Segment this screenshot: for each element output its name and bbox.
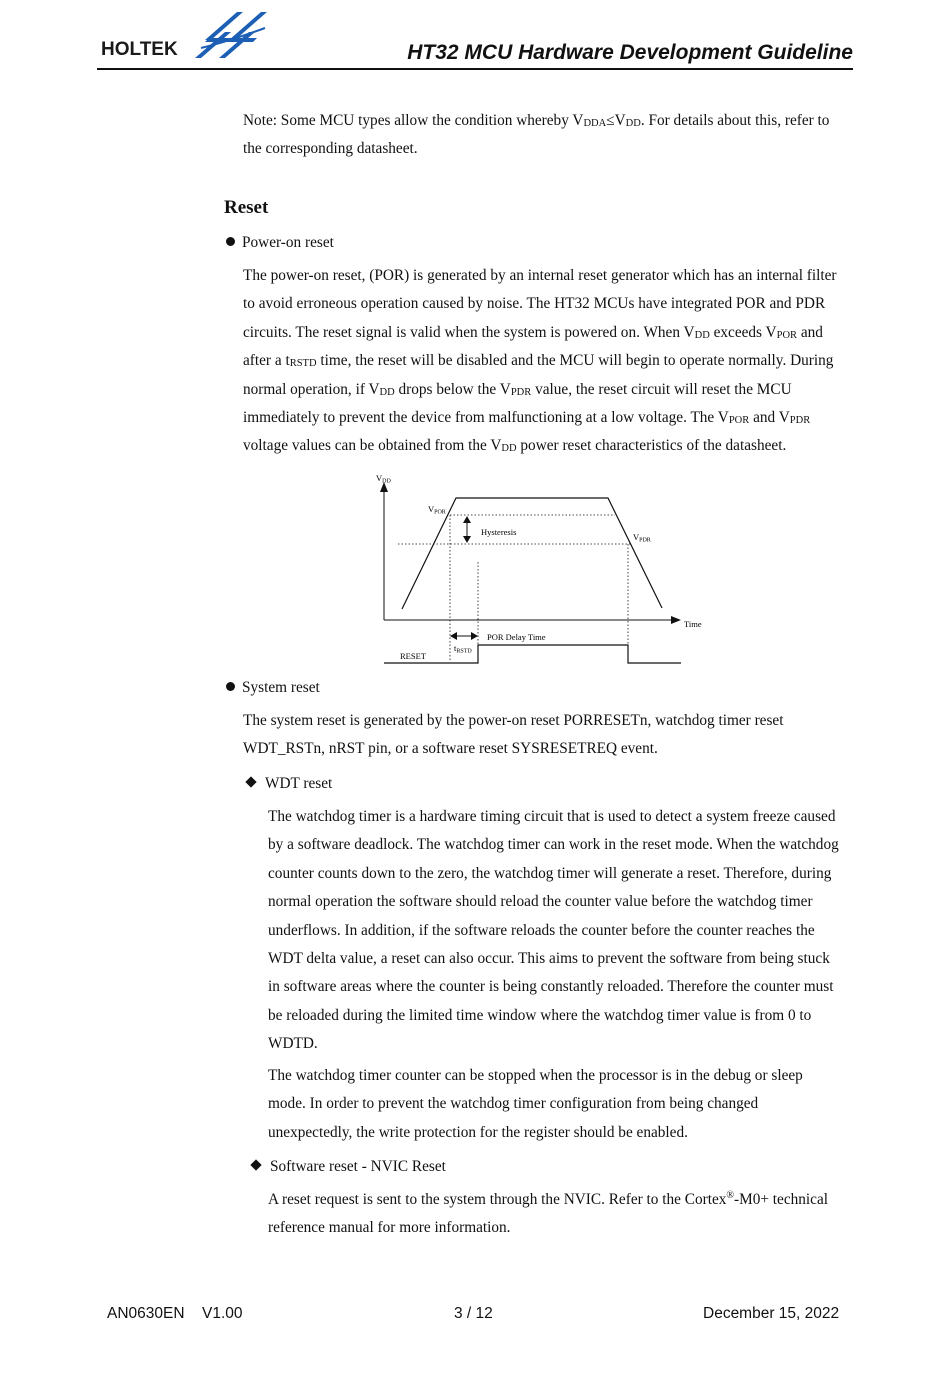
sw-line-2: reference manual for more information.	[268, 1219, 511, 1237]
bullet-system-reset	[226, 678, 320, 698]
label-hysteresis: Hysteresis	[481, 527, 517, 537]
wdt-line: mode. In order to prevent the watchdog timer configuration from being changed	[268, 1095, 759, 1113]
bullet-label: WDT reset	[265, 775, 333, 792]
wdt-line: counter counts down to the zero, the watchdog timer will generate a reset. Therefore, during	[268, 864, 832, 882]
footer-doc-id: AN0630EN	[107, 1305, 185, 1322]
page-header	[97, 8, 853, 70]
por-sub: PDR	[510, 386, 532, 398]
logo-emblem-icon	[195, 12, 267, 58]
label-reset: RESET	[400, 651, 426, 661]
sw-line-1b: -M0+ technical	[734, 1191, 829, 1208]
note-line-2: the corresponding datasheet.	[243, 140, 418, 158]
por-line-7b: power reset characteristics of the datasheet.	[516, 437, 787, 455]
por-line-5b: drops below the V	[394, 380, 511, 398]
software-reset-paragraph	[268, 1186, 852, 1243]
reset-waveform	[384, 645, 681, 663]
wdt-line: WDT delta value, a reset can also occur. This aims to prevent the software from being stuck	[268, 950, 830, 968]
diamond-bullet-icon	[250, 1159, 261, 1170]
holtek-logo	[97, 8, 287, 66]
wdt-line: in software areas where the counter is being constantly reloaded. Therefore the counter must	[268, 978, 834, 996]
por-line-3a: circuits. The reset signal is valid when the system is powered on. When V	[243, 323, 695, 341]
wdt-line: The watchdog timer is a hardware timing circuit that is used to detect a system freeze caused	[268, 808, 836, 825]
wdt-line: by a software deadlock. The watchdog timer can work in the reset mode. When the watchdog	[268, 836, 839, 854]
por-line-5a: normal operation, if V	[243, 380, 380, 398]
bullet-wdt-reset	[245, 774, 332, 794]
label-por-delay: POR Delay Time	[487, 632, 546, 642]
wdt-line: normal operation the software should reload the counter value before the watchdog timer	[268, 893, 813, 911]
note-text-b: . For details about this, refer to	[640, 112, 830, 129]
registered-mark: ®	[726, 1189, 735, 1201]
wdt-line: be reloaded during the limited time window where the watchdog timer value is from 0 to	[268, 1006, 812, 1024]
por-sub: DD	[501, 443, 517, 455]
wdt-line: underflows. In addition, if the software reloads the counter before the counter reaches the	[268, 921, 815, 939]
label-vpdr: VPDR	[633, 532, 651, 544]
por-line-7a: voltage values can be obtained from the V	[243, 437, 502, 455]
sw-line-1a: A reset request is sent to the system through the NVIC. Refer to the Cortex	[268, 1191, 727, 1208]
wdt-line: WDTD.	[268, 1035, 318, 1053]
bullet-label: Power-on reset	[242, 234, 334, 251]
footer-date: December 15, 2022	[703, 1305, 840, 1322]
por-sub: RSTD	[289, 358, 317, 370]
por-line-1: The power-on reset, (POR) is generated by an internal reset generator which has an internal filter	[243, 267, 837, 284]
label-vpor: VPOR	[428, 504, 446, 516]
bullet-power-on-reset	[226, 233, 334, 253]
por-sub: DD	[379, 386, 395, 398]
por-sub: POR	[728, 415, 750, 427]
por-line-3c: and	[797, 323, 823, 341]
label-vdd: VDD	[376, 473, 391, 485]
por-line-6a: immediately to prevent the device from malfunctioning at a low voltage. The V	[243, 409, 729, 427]
por-sub: POR	[776, 329, 798, 341]
por-sub: DD	[694, 329, 710, 341]
trstd-arrow-left-icon	[450, 632, 457, 640]
trstd-arrow-right-icon	[471, 632, 478, 640]
note-le: ≤V	[606, 112, 626, 129]
hysteresis-arrow-up-icon	[463, 516, 471, 523]
por-line-4b: time, the reset will be disabled and the MCU will begin to operate normally. During	[316, 352, 834, 370]
diamond-bullet-icon	[245, 776, 256, 787]
power-on-reset-paragraph	[243, 262, 852, 461]
wdt-reset-paragraph	[268, 803, 852, 1059]
por-line-4a: after a t	[243, 352, 290, 370]
por-line-5c: value, the reset circuit will reset the MCU	[531, 380, 792, 398]
header-divider	[97, 68, 853, 70]
por-line-3b: exceeds V	[709, 323, 777, 341]
note-sub-dd: DD	[625, 118, 641, 129]
note-sub-dda: DDA	[583, 118, 607, 129]
system-reset-paragraph	[243, 707, 852, 764]
por-line-2: to avoid erroneous operation caused by noise. The HT32 MCUs have integrated POR and PDR	[243, 295, 826, 313]
por-line-6b: and V	[749, 409, 790, 427]
wdt-line: The watchdog timer counter can be stopped when the processor is in the debug or sleep	[268, 1067, 803, 1084]
bullet-label: System reset	[242, 679, 320, 696]
label-time: Time	[684, 619, 702, 629]
logo-wordmark: HOLTEK	[101, 39, 178, 60]
footer-page-number: 3 / 12	[454, 1305, 493, 1322]
por-sub: PDR	[789, 415, 811, 427]
bullet-label: Software reset - NVIC Reset	[270, 1158, 446, 1175]
note-text-a: Note: Some MCU types allow the condition whereby V	[243, 112, 584, 129]
x-axis-arrow-icon	[671, 616, 681, 624]
sys-line-2: WDT_RSTn, nRST pin, or a software reset SYSRESETREQ event.	[243, 740, 658, 758]
label-trstd: tRSTD	[454, 643, 472, 655]
section-heading-reset: Reset	[224, 197, 269, 218]
sys-line-1: The system reset is generated by the power-on reset PORRESETn, watchdog timer reset	[243, 712, 784, 729]
wdt-line: unexpectedly, the write protection for the register should be enabled.	[268, 1123, 688, 1141]
bullet-software-reset	[250, 1157, 446, 1177]
document-title: HT32 MCU Hardware Development Guideline	[407, 41, 853, 64]
hysteresis-arrow-down-icon	[463, 536, 471, 543]
por-timing-diagram	[370, 470, 710, 670]
bullet-dot-icon	[226, 682, 235, 691]
bullet-dot-icon	[226, 237, 235, 246]
footer-version: V1.00	[202, 1305, 243, 1322]
wdt-reset-paragraph-2	[268, 1062, 852, 1147]
note-paragraph	[243, 107, 852, 164]
